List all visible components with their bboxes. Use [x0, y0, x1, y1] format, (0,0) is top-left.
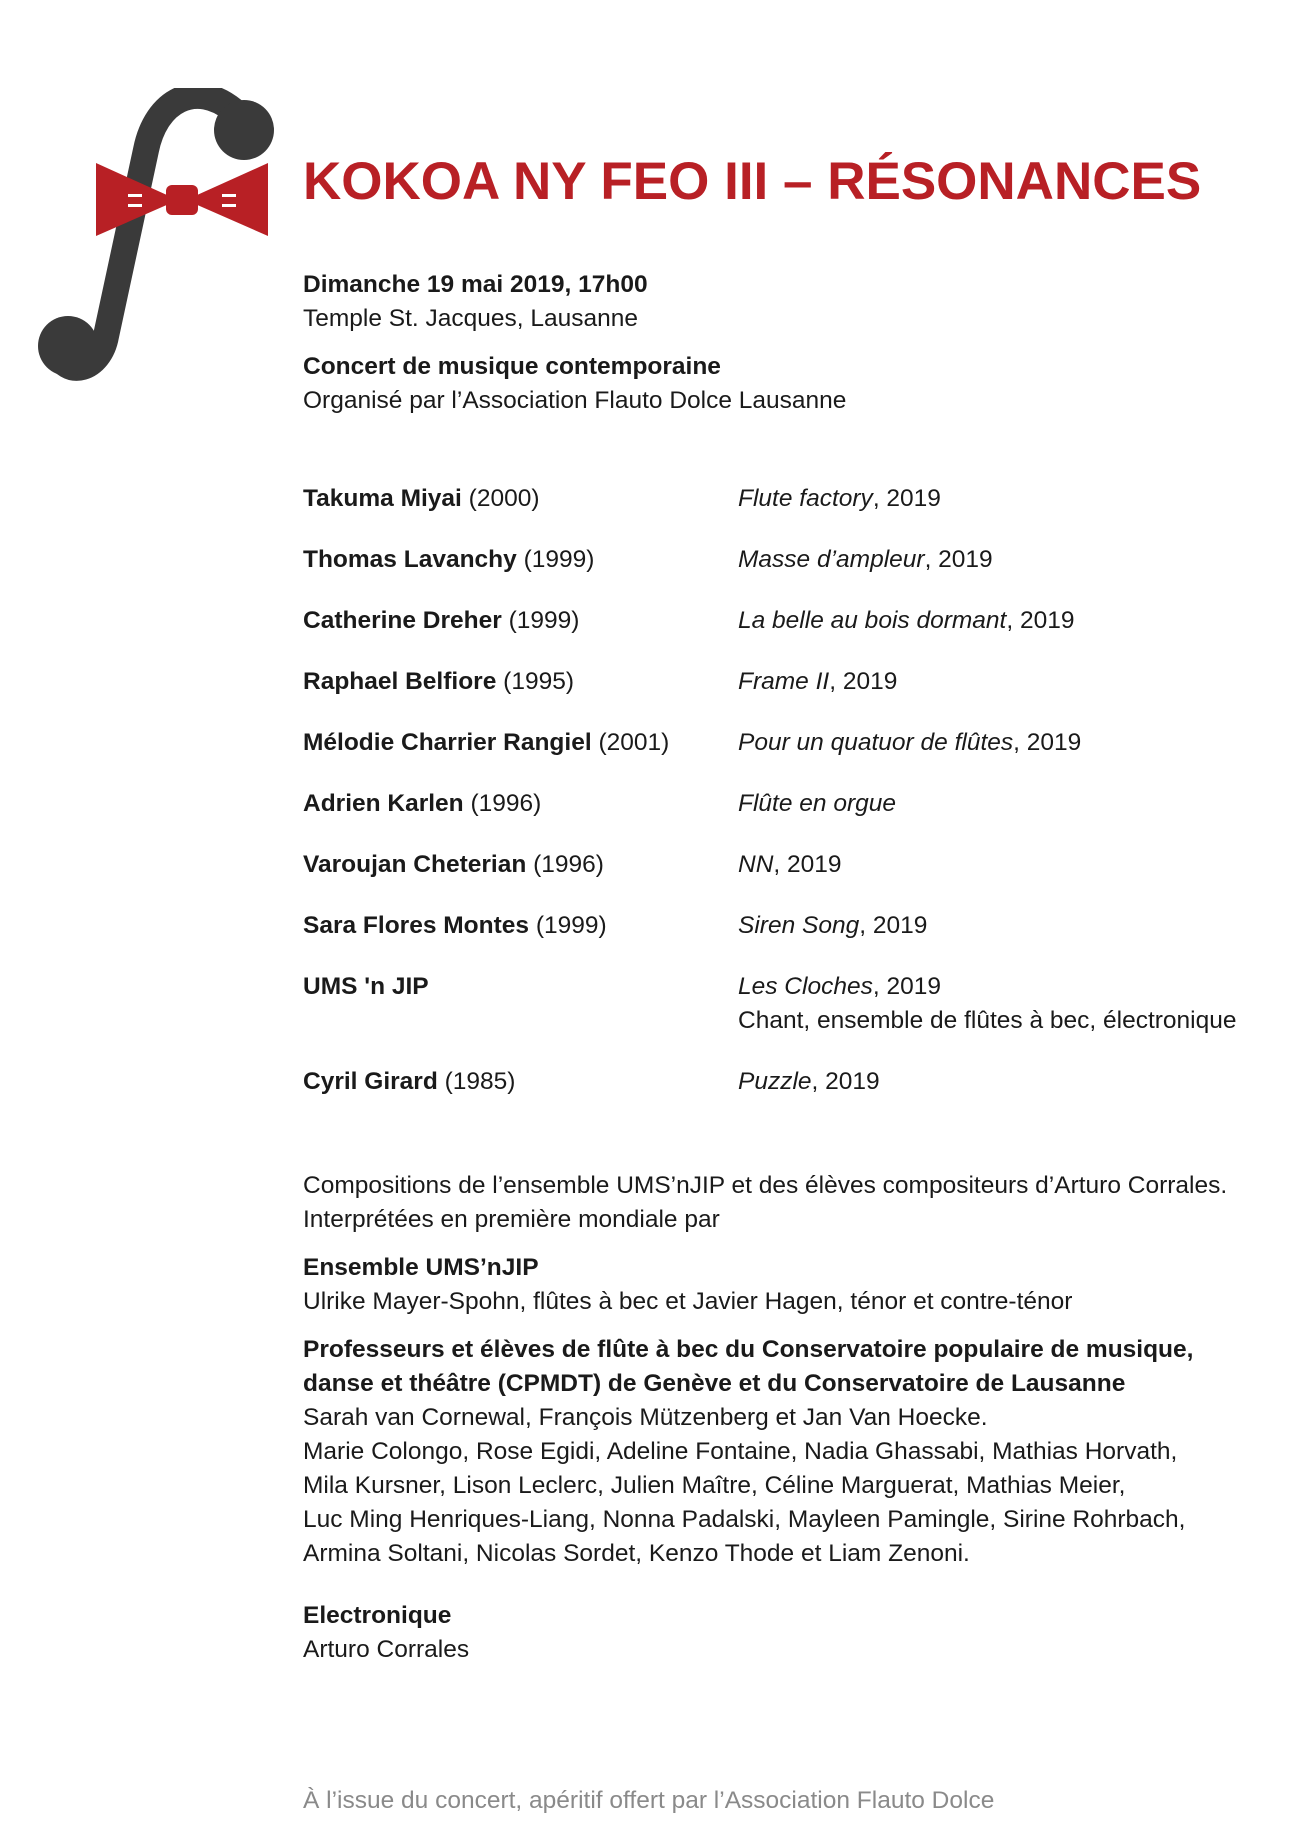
work — [738, 665, 1283, 699]
composer — [303, 665, 738, 699]
conservatoire-block — [303, 1333, 1283, 1571]
composer-name: Adrien Karlen — [303, 790, 464, 817]
composer-name: Varoujan Cheterian — [303, 851, 527, 878]
program-row — [303, 604, 1283, 638]
intro-block — [303, 1169, 1283, 1237]
ensemble-members: Ulrike Mayer-Spohn, flûtes à bec et Javier Hagen, ténor et contre-ténor — [303, 1288, 1073, 1315]
composer-name: Thomas Lavanchy — [303, 546, 517, 573]
work — [738, 909, 1283, 943]
composer — [303, 604, 738, 638]
work — [738, 1065, 1283, 1099]
composer — [303, 1065, 738, 1099]
work-title: Flûte en orgue — [738, 790, 896, 817]
composer-year: (2000) — [468, 485, 540, 512]
work — [738, 848, 1283, 882]
work-year: , 2019 — [859, 912, 928, 939]
program-row — [303, 726, 1283, 760]
program-row — [303, 787, 1283, 821]
work-title: Flute factory — [738, 485, 873, 512]
composer-name: UMS 'n JIP — [303, 973, 429, 1000]
event-date-block — [303, 268, 1283, 336]
work-note: Chant, ensemble de flûtes à bec, électronique — [738, 1007, 1237, 1034]
work — [738, 543, 1283, 577]
footer-note: À l’issue du concert, apéritif offert par l’Association Flauto Dolce — [303, 1787, 995, 1814]
work-title: Pour un quatuor de flûtes — [738, 729, 1014, 756]
work-year: , 2019 — [872, 485, 941, 512]
composer — [303, 543, 738, 577]
composer — [303, 848, 738, 882]
composer-name: Mélodie Charrier Rangiel — [303, 729, 592, 756]
intro-line: Compositions de l’ensemble UMS’nJIP et des élèves compositeurs d’Arturo Corrales. — [303, 1172, 1228, 1199]
program-row — [303, 482, 1283, 516]
composer — [303, 482, 738, 516]
work — [738, 787, 1283, 821]
intro-line: Interprétées en première mondiale par — [303, 1206, 720, 1233]
event-venue: Temple St. Jacques, Lausanne — [303, 305, 639, 332]
work-year: , 2019 — [1013, 729, 1082, 756]
electronics-block — [303, 1599, 1283, 1667]
work — [738, 482, 1283, 516]
composer-year: (1999) — [508, 607, 580, 634]
conservatoire-members: Marie Colongo, Rose Egidi, Adeline Fontaine, Nadia Ghassabi, Mathias Horvath, — [303, 1438, 1178, 1465]
program-row — [303, 909, 1283, 943]
composer-name: Catherine Dreher — [303, 607, 502, 634]
page-title: KOKOA NY FEO III – RÉSONANCES — [303, 152, 1202, 211]
composer — [303, 787, 738, 821]
work-year: , 2019 — [924, 546, 993, 573]
event-type-block — [303, 350, 1283, 418]
composer-year: (1999) — [535, 912, 607, 939]
ensemble-heading: Ensemble UMS’nJIP — [303, 1254, 539, 1281]
f-glyph — [38, 96, 274, 376]
composer-year: (1985) — [444, 1068, 516, 1095]
work-title: Frame II — [738, 668, 830, 695]
work-title: Les Cloches — [738, 973, 873, 1000]
program-row — [303, 848, 1283, 882]
event-organizer: Organisé par l’Association Flauto Dolce Lausanne — [303, 387, 847, 414]
work — [738, 604, 1283, 638]
work-title: Masse d’ampleur — [738, 546, 925, 573]
electronics-heading: Electronique — [303, 1602, 452, 1629]
work — [738, 970, 1283, 1038]
work-year: , 2019 — [811, 1068, 880, 1095]
composer-year: (2001) — [598, 729, 670, 756]
program-list — [303, 482, 1283, 1099]
electronics-name: Arturo Corrales — [303, 1636, 470, 1663]
composer-year: (1996) — [533, 851, 604, 878]
conservatoire-heading: danse et théâtre (CPMDT) de Genève et du Conservatoire de Lausanne — [303, 1370, 1126, 1397]
main-content — [303, 268, 1283, 1667]
conservatoire-members: Luc Ming Henriques-Liang, Nonna Padalski, Mayleen Pamingle, Sirine Rohrbach, — [303, 1506, 1186, 1533]
program-row — [303, 1065, 1283, 1099]
conservatoire-members: Armina Soltani, Nicolas Sordet, Kenzo Thode et Liam Zenoni. — [303, 1540, 970, 1567]
composer-name: Raphael Belfiore — [303, 668, 497, 695]
composer — [303, 726, 738, 760]
composer-name: Sara Flores Montes — [303, 912, 530, 939]
work-title: NN — [738, 851, 774, 878]
work-year: , 2019 — [829, 668, 898, 695]
composer-year: (1996) — [470, 790, 542, 817]
flauto-dolce-logo — [28, 88, 283, 388]
work-title: Siren Song — [738, 912, 860, 939]
program-row — [303, 543, 1283, 577]
work-title: Puzzle — [738, 1068, 812, 1095]
work-year: , 2019 — [773, 851, 842, 878]
composer-year: (1999) — [523, 546, 595, 573]
ensemble-block — [303, 1251, 1283, 1319]
conservatoire-members: Sarah van Cornewal, François Mützenberg et Jan Van Hoecke. — [303, 1404, 988, 1431]
work-year: , 2019 — [872, 973, 941, 1000]
composer-name: Cyril Girard — [303, 1068, 438, 1095]
work — [738, 726, 1283, 760]
program-row — [303, 665, 1283, 699]
program-row — [303, 970, 1283, 1038]
work-title: La belle au bois dormant — [738, 607, 1007, 634]
conservatoire-heading: Professeurs et élèves de flûte à bec du Conservatoire populaire de musique, — [303, 1336, 1194, 1363]
composer — [303, 970, 738, 1038]
event-type: Concert de musique contemporaine — [303, 353, 721, 380]
conservatoire-members: Mila Kursner, Lison Leclerc, Julien Maître, Céline Marguerat, Mathias Meier, — [303, 1472, 1126, 1499]
work-year: , 2019 — [1006, 607, 1075, 634]
composer — [303, 909, 738, 943]
composer-year: (1995) — [503, 668, 574, 695]
event-date: Dimanche 19 mai 2019, 17h00 — [303, 271, 648, 298]
composer-name: Takuma Miyai — [303, 485, 462, 512]
